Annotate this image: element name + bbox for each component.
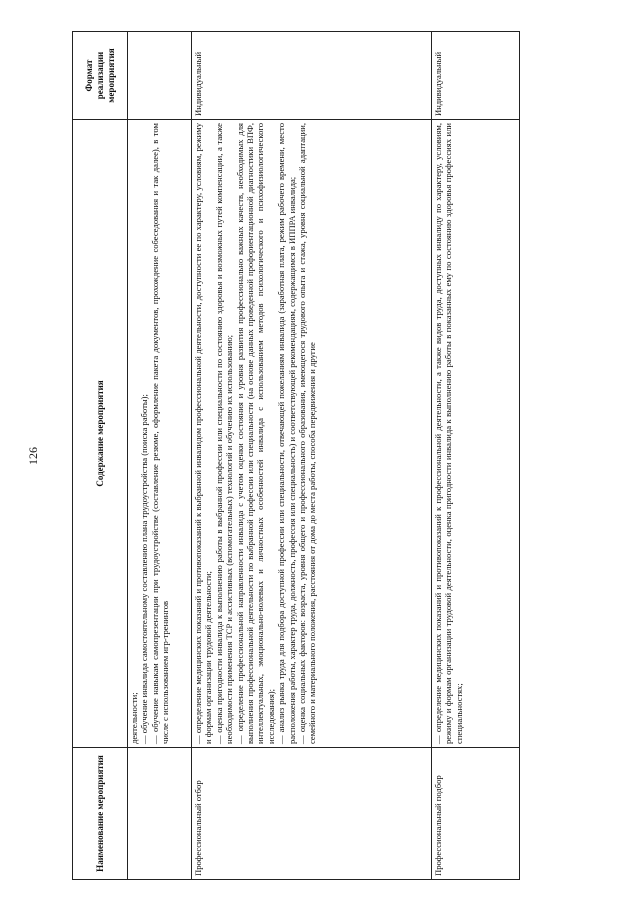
row-name: Профессиональный подбор [432,748,520,880]
rotated-page [26,32,520,880]
content-line: деятельности; [129,692,139,744]
content-line: — определение медицинских показаний и противопоказаний к профессиональной деятельности, а также видов труда, доступных инвалиду по характеру, условиям, режиму и формам организации трудовой деятельности, оценка пригодности инвалида к выполнению работы в показанных ему по состоянию здоровья профессиях или специальностях; [433,123,464,744]
content-line: — оценка социальных факторов: возраста, уровня общего и профессионального образования, имеющегося трудового опыта и стажа, уровня социальной адаптации, семейного и материального положения, расстояния от дома до места работы, способа передвижения и другие [297,123,318,744]
content-line: — анализ рынка труда для подбора доступной профессии или специальности, отвечающей пожеланиям инвалида (заработная плата, режим рабочего времени, место расположения работы, характер труда, должность, профессия или специальность) и соответствующей рекомендациям, содержащимся в ИППРА инвалида; [276,123,297,744]
header-format: Формат реализации мероприятия [73,32,128,120]
measures-table [72,31,520,880]
row-name: Профессиональный отбор [192,748,432,880]
row-format: Индивидуальный [432,32,520,120]
row-format [128,32,192,120]
header-name: Наименование мероприятия [73,748,128,880]
row-format: Индивидуальный [192,32,432,120]
content-line: — обучение инвалида самостоятельному составлению плана трудоустройства (поиска работы); [139,394,150,744]
table-row [192,32,432,880]
row-content [192,120,432,748]
header-content: Содержание мероприятия [73,120,128,748]
content-line: — обучение навыкам самопрезентации при трудоустройстве (составление резюме, оформление пакета документов, прохождение собеседования и так далее), в том числе с использованием игр-тренингов [149,123,171,744]
page-number: 126 [26,447,40,465]
table-header-row [73,32,128,880]
row-content [432,120,520,748]
row-name [128,748,192,880]
content-line: — оценка пригодности инвалида к выполнению работы в выбранной профессии или специальности по состоянию здоровья и возможных путей компенсации, а также необходимости применения ТСР и ассистивных (вспомогательных) технологий и обучению их использованию; [213,123,235,744]
table-row [128,32,192,880]
row-content [128,120,192,748]
content-line: — определение медицинских показаний и противопоказаний к выбранной инвалидом профессиональной деятельности, доступности ее по характеру, условиям, режиму и формам организации трудовой деятельности; [193,123,214,744]
content-line: — определение профессиональной направленности инвалида с учетом оценки состояния и уровня развития профессионально важных качеств, необходимых для выполнения профессиональной деятельности по выбранной профессии или специальности (на основе данных проведенной профориентационной диагностики ВПФ, интеллектуальных, эмоционально-волевых и личностных особенностей инвалида с использованием методов психологического и психофизиологического исследования); [234,123,276,744]
table-row [432,32,520,880]
